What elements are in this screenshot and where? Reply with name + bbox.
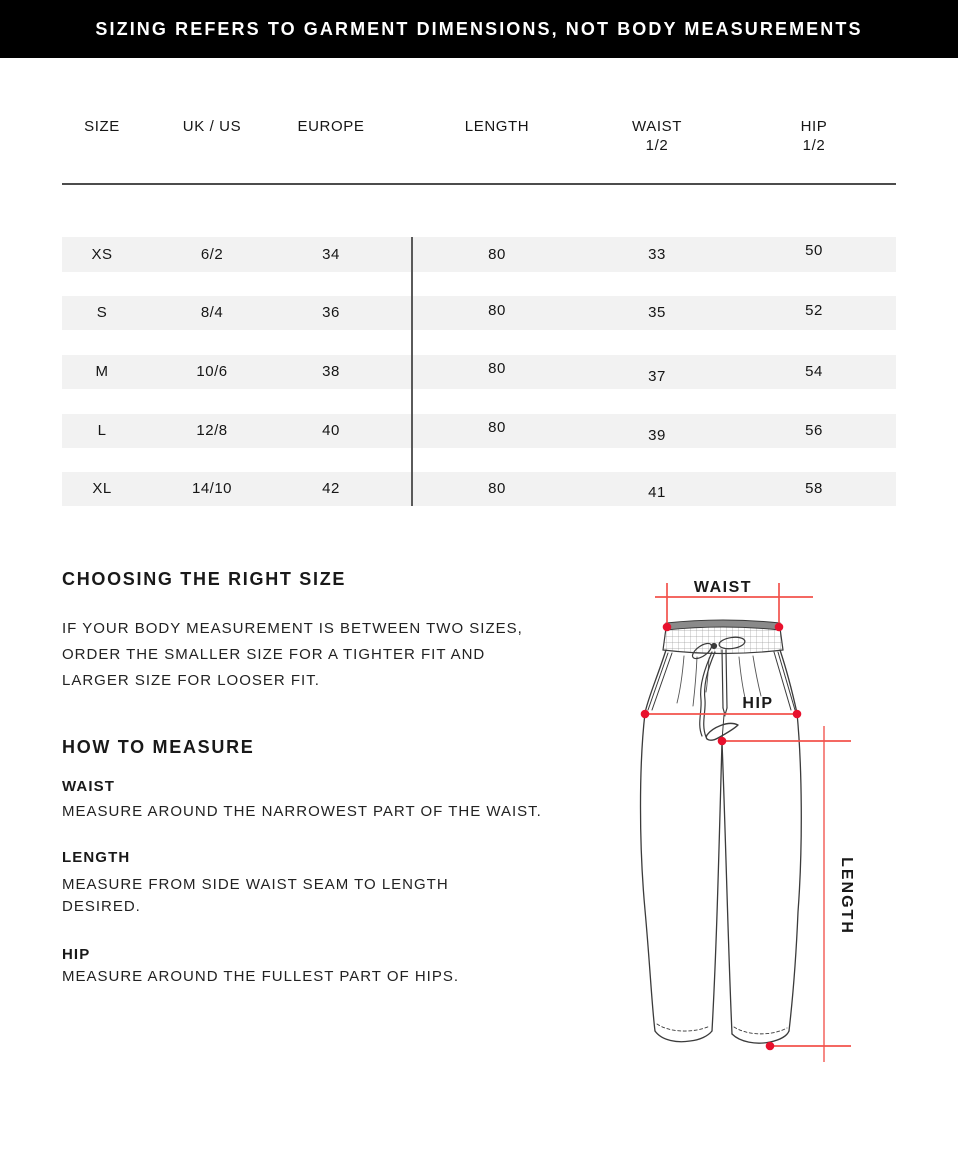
cell-waist: 39 (648, 427, 666, 444)
desc-line: DESIRED. (62, 898, 141, 915)
waist-dot-left (663, 623, 672, 632)
column-header-hip-label: HIP (800, 118, 828, 135)
paragraph-line: IF YOUR BODY MEASUREMENT IS BETWEEN TWO SIZES, (62, 620, 523, 637)
section-heading-choosing-size: CHOOSING THE RIGHT SIZE (62, 569, 347, 589)
table-row-xl (62, 472, 896, 506)
column-header-waist-label: WAIST (632, 118, 682, 135)
cell-waist: 33 (648, 246, 666, 263)
cell-hip: 56 (805, 422, 823, 439)
cell-size: M (95, 363, 109, 380)
cell-hip: 50 (805, 242, 823, 259)
diagram-waist-label: WAIST (693, 579, 753, 596)
hem-dot (766, 1042, 775, 1051)
choosing-size-paragraph (62, 616, 523, 694)
table-row-m (62, 355, 896, 389)
column-header-hip (801, 117, 828, 155)
pants-drawing (641, 620, 802, 1043)
desc-line: MEASURE FROM SIDE WAIST SEAM TO LENGTH (62, 876, 449, 893)
column-header-uk-us: UK / US (182, 118, 242, 135)
cell-length: 80 (488, 360, 506, 377)
cell-size: S (96, 304, 108, 321)
hip-dot-left (641, 710, 650, 719)
banner-text: SIZING REFERS TO GARMENT DIMENSIONS, NOT BODY MEASUREMENTS (95, 18, 863, 39)
column-header-size: SIZE (84, 118, 120, 135)
crotch-dot (718, 737, 727, 746)
cell-uk-us: 10/6 (196, 363, 228, 380)
cell-hip: 54 (805, 363, 823, 380)
dimension-annotations (645, 583, 851, 1062)
cell-europe: 34 (322, 246, 340, 263)
measure-desc-length (62, 874, 449, 918)
cell-waist: 37 (648, 368, 666, 385)
cell-europe: 40 (322, 422, 340, 439)
column-header-waist (632, 117, 682, 155)
hip-dot-right (793, 710, 802, 719)
cell-europe: 42 (322, 480, 340, 497)
column-header-hip-sub: 1/2 (802, 137, 826, 154)
paragraph-line: ORDER THE SMALLER SIZE FOR A TIGHTER FIT AND (62, 646, 486, 663)
size-table-header (62, 117, 896, 157)
section-heading-how-to-measure: HOW TO MEASURE (62, 737, 255, 757)
measure-desc-hip (62, 966, 459, 988)
desc-line: MEASURE AROUND THE FULLEST PART OF HIPS. (62, 968, 460, 985)
cell-europe: 38 (322, 363, 340, 380)
measure-label-hip: HIP (62, 946, 91, 963)
cell-size: XS (91, 246, 113, 263)
waist-dot-right (775, 623, 784, 632)
cell-waist: 35 (648, 304, 666, 321)
column-header-waist-sub: 1/2 (645, 137, 669, 154)
cell-hip: 52 (805, 302, 823, 319)
cell-uk-us: 12/8 (196, 422, 228, 439)
diagram-length-label: LENGTH (838, 857, 855, 935)
cell-size: XL (92, 480, 112, 497)
measure-label-waist: WAIST (62, 778, 115, 795)
pants-measurement-diagram (615, 555, 958, 1085)
dimension-dots (641, 623, 802, 1051)
table-row-xs (62, 237, 896, 272)
cell-waist: 41 (648, 484, 666, 501)
cell-length: 80 (488, 246, 506, 263)
table-row-l (62, 414, 896, 448)
desc-line: MEASURE AROUND THE NARROWEST PART OF THE WAIST. (62, 803, 542, 820)
cell-length: 80 (488, 419, 506, 436)
cell-uk-us: 14/10 (191, 480, 233, 497)
cell-length: 80 (488, 302, 506, 319)
cell-uk-us: 8/4 (200, 304, 224, 321)
cell-size: L (97, 422, 107, 439)
cell-uk-us: 6/2 (200, 246, 224, 263)
diagram-hip-label: HIP (742, 695, 774, 712)
cell-europe: 36 (322, 304, 340, 321)
cell-length: 80 (488, 480, 506, 497)
measure-label-length: LENGTH (62, 849, 131, 866)
cell-hip: 58 (805, 480, 823, 497)
column-header-europe: EUROPE (297, 118, 365, 135)
measure-desc-waist (62, 801, 542, 823)
table-column-divider (411, 237, 413, 506)
header-rule (62, 183, 896, 185)
waistband-crosshatch (663, 625, 783, 654)
table-row-s (62, 296, 896, 330)
column-header-length: LENGTH (464, 118, 530, 135)
paragraph-line: LARGER SIZE FOR LOOSER FIT. (62, 672, 320, 689)
banner (0, 0, 958, 58)
